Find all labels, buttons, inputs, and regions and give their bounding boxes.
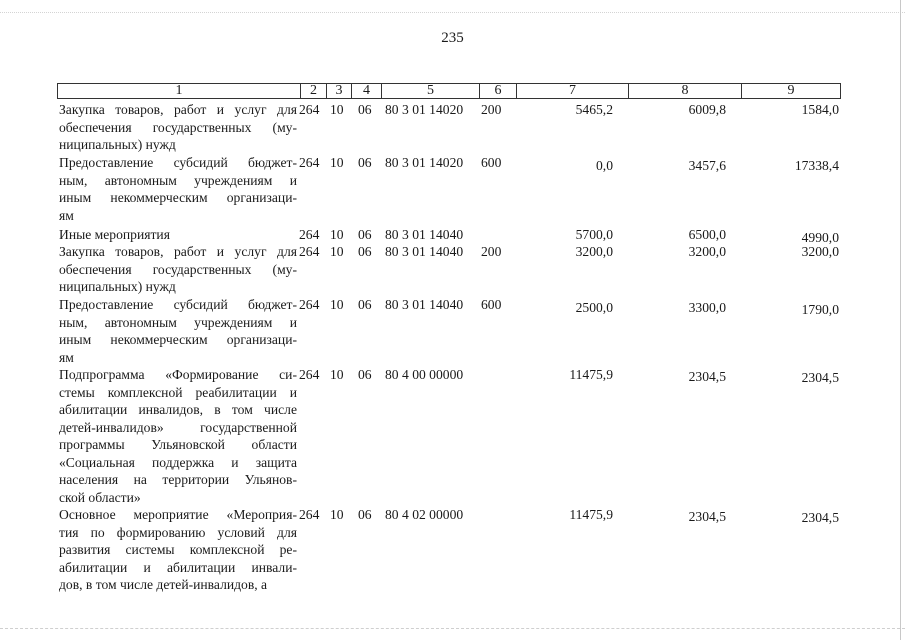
row-amount-col9: 2304,5 (801, 510, 839, 525)
row-section-code: 10 (330, 244, 344, 259)
table-row (57, 101, 841, 152)
row-name-line: обеспечения государственных (му- (59, 119, 297, 135)
row-name-line: Закупка товаров, работ и услуг для (59, 244, 297, 259)
row-grbs-code: 264 (299, 507, 320, 522)
row-subsection-code: 06 (358, 155, 372, 170)
row-amount-col7: 5700,0 (575, 227, 613, 242)
row-target-article: 80 4 02 00000 (385, 507, 464, 522)
row-amount-col7: 11475,9 (569, 367, 613, 382)
row-name (59, 366, 297, 506)
row-name (59, 154, 297, 224)
row-name-line: ниципальных) нужд (59, 279, 176, 294)
row-name-line: ской области» (59, 489, 141, 505)
row-grbs-code: 264 (299, 155, 320, 170)
row-section-code: 10 (330, 102, 344, 117)
row-expense-type: 600 (481, 155, 502, 170)
row-name-line: Предоставление субсидий бюджет- (59, 155, 297, 170)
header-col-3: 3 (327, 84, 352, 98)
row-name-line: ям (59, 207, 74, 223)
row-amount-col8: 6500,0 (688, 227, 726, 242)
row-name (59, 243, 297, 296)
row-target-article: 80 3 01 14020 (385, 155, 464, 170)
row-name-line: дов, в том числе детей-инвалидов, а (59, 577, 268, 592)
row-name-line: иным некоммерческим организаци- (59, 332, 297, 347)
row-amount-col9: 3200,0 (801, 244, 839, 259)
row-section-code: 10 (330, 297, 344, 312)
row-name-line: Иные мероприятия (59, 227, 170, 242)
row-amount-col9: 1584,0 (801, 102, 839, 117)
row-name-line: «Социальная поддержка и защита (59, 454, 297, 470)
row-name-line: абилитации и абилитации инвали- (59, 559, 297, 575)
row-amount-col7: 3200,0 (575, 244, 613, 259)
row-amount-col7: 5465,2 (575, 102, 613, 117)
header-col-2: 2 (301, 84, 327, 98)
table-row (57, 296, 841, 365)
row-target-article: 80 3 01 14040 (385, 227, 464, 242)
row-name (59, 101, 297, 154)
page-number: 235 (441, 30, 464, 46)
header-col-8: 8 (629, 84, 742, 98)
row-grbs-code: 264 (299, 102, 320, 117)
row-expense-type: 200 (481, 244, 502, 259)
row-expense-type: 200 (481, 102, 502, 117)
row-amount-col9: 4990,0 (801, 230, 839, 245)
header-col-4: 4 (352, 84, 382, 98)
row-subsection-code: 06 (358, 102, 372, 117)
row-grbs-code: 264 (299, 244, 320, 259)
row-name-line: Предоставление субсидий бюджет- (59, 297, 297, 312)
row-name-line: ниципальных) нужд (59, 137, 176, 152)
row-name (59, 226, 297, 244)
row-name-line: детей-инвалидов» государственной (59, 419, 297, 435)
row-name-line: стемы комплексной реабилитации и (59, 384, 297, 400)
row-target-article: 80 3 01 14040 (385, 244, 464, 259)
row-amount-col8: 3200,0 (688, 244, 726, 259)
row-amount-col7: 11475,9 (569, 507, 613, 522)
row-name-line: абилитации инвалидов, в том числе (59, 402, 297, 417)
row-name-line: населения на территории Ульянов- (59, 472, 297, 487)
row-name-line: обеспечения государственных (му- (59, 261, 297, 277)
row-section-code: 10 (330, 507, 344, 522)
row-amount-col8: 2304,5 (688, 369, 726, 384)
row-name-line: тия по формированию условий для (59, 524, 297, 540)
table-row (57, 154, 841, 223)
scan-edge-bottom (0, 628, 905, 630)
row-grbs-code: 264 (299, 297, 320, 312)
table-row (57, 506, 841, 592)
row-expense-type: 600 (481, 297, 502, 312)
row-subsection-code: 06 (358, 227, 372, 242)
row-amount-col7: 2500,0 (575, 300, 613, 315)
row-amount-col9: 2304,5 (801, 370, 839, 385)
row-target-article: 80 3 01 14020 (385, 102, 464, 117)
row-grbs-code: 264 (299, 227, 320, 242)
scan-edge-right (900, 0, 901, 640)
row-subsection-code: 06 (358, 297, 372, 312)
table-row (57, 243, 841, 294)
row-name-line: развития системы комплексной ре- (59, 542, 297, 557)
row-amount-col8: 3457,6 (688, 158, 726, 173)
row-amount-col9: 17338,4 (794, 158, 839, 173)
scan-edge-top (0, 0, 905, 13)
row-amount-col7: 0,0 (596, 158, 613, 173)
row-name-line: ным, автономным учреждениям и (59, 314, 297, 330)
row-name-line: ям (59, 349, 74, 365)
row-grbs-code: 264 (299, 367, 320, 382)
row-name-line: программы Ульяновской области (59, 437, 297, 452)
row-name-line: иным некоммерческим организаци- (59, 190, 297, 205)
row-amount-col8: 3300,0 (688, 300, 726, 315)
header-col-9: 9 (787, 83, 795, 98)
row-amount-col8: 6009,8 (688, 102, 726, 117)
header-col-6: 6 (480, 84, 517, 98)
row-name-line: ным, автономным учреждениям и (59, 172, 297, 188)
row-target-article: 80 4 00 00000 (385, 367, 464, 382)
row-subsection-code: 06 (358, 367, 372, 382)
row-section-code: 10 (330, 155, 344, 170)
header-col-1: 1 (58, 84, 301, 98)
row-subsection-code: 06 (358, 507, 372, 522)
row-name-line: Основное мероприятие «Мероприя- (59, 507, 297, 522)
row-amount-col9: 1790,0 (801, 302, 839, 317)
row-name-line: Подпрограмма «Формирование си- (59, 367, 297, 382)
table-header (57, 83, 841, 99)
header-col-5: 5 (382, 84, 480, 98)
row-name (59, 506, 297, 594)
row-name-line: Закупка товаров, работ и услуг для (59, 102, 297, 117)
row-section-code: 10 (330, 367, 344, 382)
row-target-article: 80 3 01 14040 (385, 297, 464, 312)
table-row (57, 366, 841, 505)
row-amount-col8: 2304,5 (688, 509, 726, 524)
row-subsection-code: 06 (358, 244, 372, 259)
header-col-7: 7 (517, 84, 629, 98)
row-section-code: 10 (330, 227, 344, 242)
row-name (59, 296, 297, 366)
